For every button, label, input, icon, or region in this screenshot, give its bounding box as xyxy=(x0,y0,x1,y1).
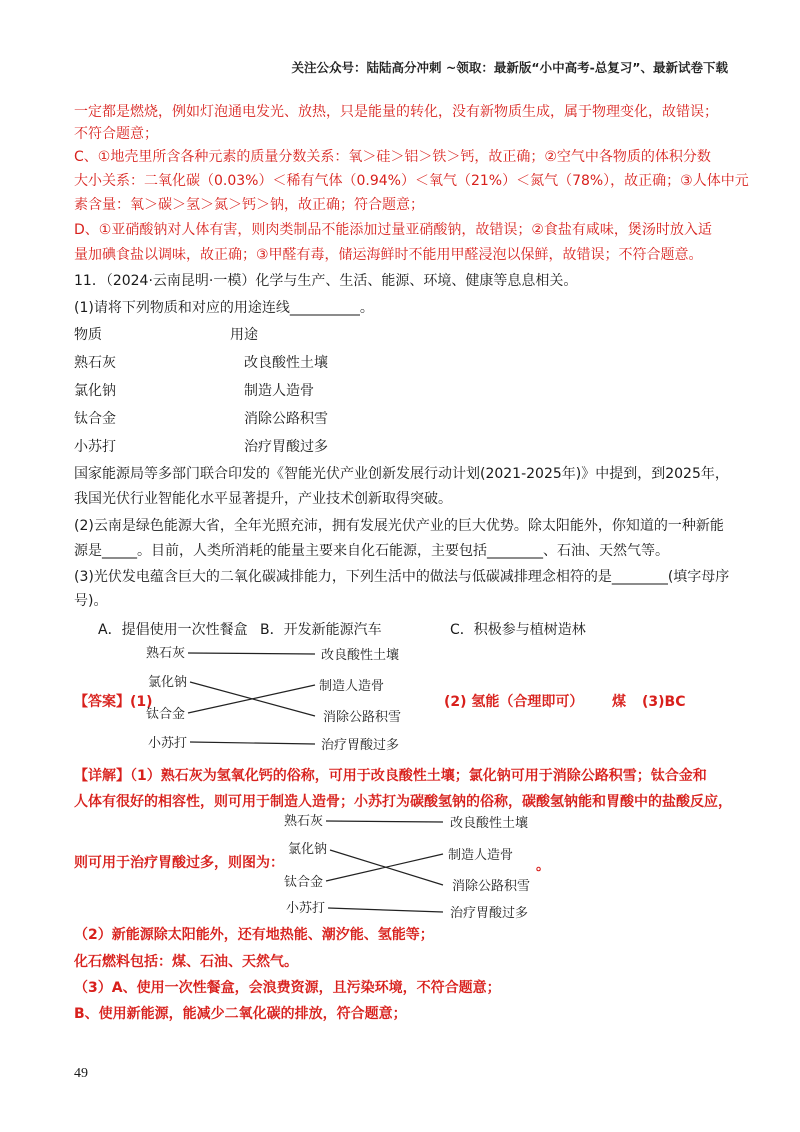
answer-part-1: (1) xyxy=(130,694,153,710)
substance-3: 钛合金 xyxy=(74,411,116,427)
option-c: C．积极参与植树造林 xyxy=(450,622,586,638)
question-part-3-line-1: (3)光伏发电蕴含巨大的二氧化碳减排能力，下列生活中的做法与低碳减排理念相符的是________(填字母序 xyxy=(74,569,730,585)
connector-line-1 xyxy=(188,653,315,654)
use-4: 治疗胃酸过多 xyxy=(244,439,328,455)
answer-label: 【答案】 xyxy=(74,694,130,710)
use-3: 消除公路积雪 xyxy=(244,411,328,427)
detail-connector-line-3 xyxy=(326,854,443,881)
detail-line-1 xyxy=(74,766,707,786)
paragraph-1: 国家能源局等多部门联合印发的《智能光伏产业创新发展行动计划(2021-2025年)》中提到，到2025年， xyxy=(74,466,729,482)
diagram-use-1: 改良酸性土壤 xyxy=(321,648,400,663)
diagram-substance-4: 小苏打 xyxy=(148,736,188,751)
option-b: B．开发新能源汽车 xyxy=(260,622,382,638)
detail-diagram-use-4: 治疗胃酸过多 xyxy=(450,906,529,921)
detail-line-2: 人体有很好的相容性，则可用于制造人造骨；小苏打为碳酸氢钠的俗称，碳酸氢钠能和胃酸中的盐酸反应， xyxy=(74,794,732,810)
diagram-use-2: 制造人造骨 xyxy=(319,679,385,694)
answer-part-2-coal: 煤 xyxy=(612,694,626,710)
detail-diagram-substance-2: 氯化钠 xyxy=(288,842,328,857)
answer-part-2: (2) 氢能（合理即可） xyxy=(444,694,584,710)
detail-line-4: （2）新能源除太阳能外，还有地热能、潮汐能、氢能等； xyxy=(74,927,434,943)
table-header-substance: 物质 xyxy=(74,327,102,343)
question-part-3-line-2: 号)。 xyxy=(74,593,108,609)
detail-diagram-use-1: 改良酸性土壤 xyxy=(450,816,529,831)
prev-answer-line-2: 不符合题意； xyxy=(74,126,158,142)
question-part-2-line-2: 源是_____。目前，人类所消耗的能量主要来自化石能源，主要包括________、石油、天然气等。 xyxy=(74,543,669,559)
use-1: 改良酸性土壤 xyxy=(244,355,328,371)
detail-text-1: （1）熟石灰为氢氧化钙的俗称，可用于改良酸性土壤；氯化钠可用于消除公路积雪；钛合金和 xyxy=(130,768,707,784)
answer-matching-diagram xyxy=(140,640,410,759)
detail-connector-line-1 xyxy=(326,821,443,822)
prev-answer-line-4: 大小关系：二氧化碳（0.03%）＜稀有气体（0.94%）＜氧气（21%）＜氮气（78%），故正确；③人体中元 xyxy=(74,173,749,189)
detail-line-6: （3）A、使用一次性餐盒，会浪费资源，且污染环境，不符合题意； xyxy=(74,980,501,996)
substance-2: 氯化钠 xyxy=(74,383,116,399)
question-part-2-line-1: (2)云南是绿色能源大省，全年光照充沛，拥有发展光伏产业的巨大优势。除太阳能外，你知道的一种新能 xyxy=(74,518,724,534)
question-title: 11．（2024·云南昆明·一模）化学与生产、生活、能源、环境、健康等息息相关。 xyxy=(74,273,578,289)
prev-answer-line-3: C、①地壳里所含各种元素的质量分数关系：氧＞硅＞铝＞铁＞钙，故正确；②空气中各物质的体积分数 xyxy=(74,149,711,165)
detail-diagram-substance-1: 熟石灰 xyxy=(284,814,324,829)
diagram-substance-1: 熟石灰 xyxy=(146,646,186,661)
detail-diagram-substance-3: 钛合金 xyxy=(284,875,324,890)
prev-answer-line-1: 一定都是燃烧，例如灯泡通电发光、放热，只是能量的转化，没有新物质生成，属于物理变化，故错误； xyxy=(74,104,718,120)
page-header: 关注公众号：陆陆高分冲刺 ~领取：最新版“小中高考-总复习”、最新试卷下载 xyxy=(291,60,728,75)
detail-connector-line-4 xyxy=(328,908,443,912)
prev-answer-line-6: D、①亚硝酸钠对人体有害，则肉类制品不能添加过量亚硝酸钠，故错误；②食盐有咸味，煲汤时放入适 xyxy=(74,222,712,238)
diagram-substance-3: 钛合金 xyxy=(146,707,186,722)
option-a: A．提倡使用一次性餐盒 xyxy=(98,622,248,638)
detail-period: 。 xyxy=(536,858,550,874)
diagram-use-3: 消除公路积雪 xyxy=(323,710,402,725)
detail-line-3: 则可用于治疗胃酸过多，则图为： xyxy=(74,855,284,871)
detail-line-7: B、使用新能源，能减少二氧化碳的排放，符合题意； xyxy=(74,1006,407,1022)
table-header-use: 用途 xyxy=(230,327,258,343)
use-2: 制造人造骨 xyxy=(244,383,314,399)
detail-diagram-use-2: 制造人造骨 xyxy=(448,848,514,863)
connector-line-3 xyxy=(188,685,315,713)
prev-answer-line-5: 素含量：氧＞碳＞氢＞氮＞钙＞钠，故正确；符合题意； xyxy=(74,197,424,213)
detail-matching-diagram xyxy=(278,808,543,927)
connector-line-4 xyxy=(190,742,315,744)
question-part-1: (1)请将下列物质和对应的用途连线__________。 xyxy=(74,300,374,316)
detail-label: 【详解】 xyxy=(74,768,130,784)
detail-diagram-substance-4: 小苏打 xyxy=(286,901,326,916)
detail-line-5: 化石燃料包括：煤、石油、天然气。 xyxy=(74,954,298,970)
substance-4: 小苏打 xyxy=(74,439,116,455)
prev-answer-line-7: 量加碘食盐以调味，故正确；③甲醛有毒，储运海鲜时不能用甲醛浸泡以保鲜，故错误；不符合题意。 xyxy=(74,247,703,263)
substance-1: 熟石灰 xyxy=(74,355,116,371)
diagram-use-4: 治疗胃酸过多 xyxy=(321,738,400,753)
diagram-substance-2: 氯化钠 xyxy=(148,675,188,690)
detail-diagram-use-3: 消除公路积雪 xyxy=(452,879,531,894)
answer-part-3: (3)BC xyxy=(642,694,686,710)
page-number: 49 xyxy=(74,1066,88,1081)
paragraph-2: 我国光伏行业智能化水平显著提升，产业技术创新取得突破。 xyxy=(74,491,452,507)
